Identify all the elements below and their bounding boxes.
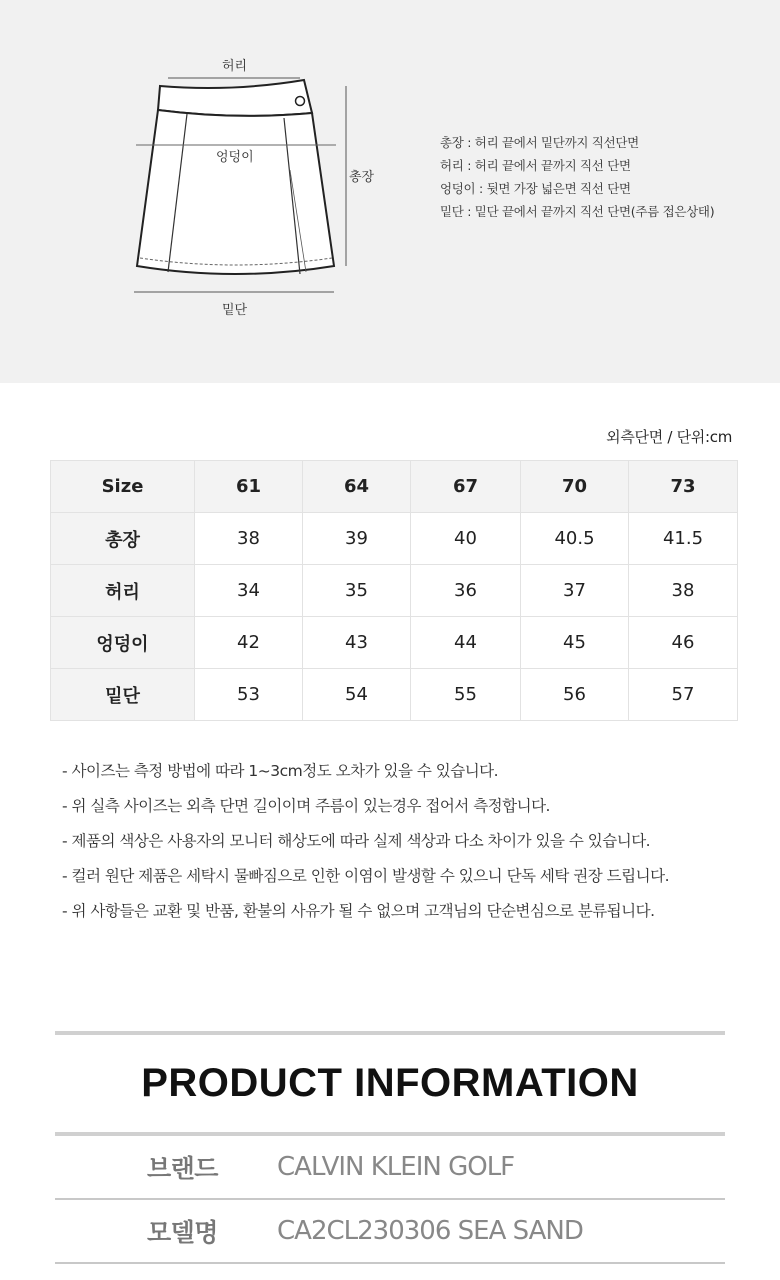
hip-label: 엉덩이 xyxy=(216,150,254,165)
table-cell: 46 xyxy=(629,617,738,669)
size-table xyxy=(50,460,738,721)
table-cell: 35 xyxy=(303,565,411,617)
product-info-header xyxy=(55,1031,725,1136)
product-info-row xyxy=(55,1200,725,1264)
legend-item: 엉덩이 : 뒷면 가장 넓은면 직선 단면 xyxy=(440,181,631,196)
product-info-row xyxy=(55,1136,725,1200)
table-cell: 56 xyxy=(521,669,629,721)
waist-label: 허리 xyxy=(222,59,248,74)
table-cell: 38 xyxy=(195,513,303,565)
measurement-guide-section xyxy=(0,0,780,383)
note-item: - 컬러 원단 제품은 세탁시 물빠짐으로 인한 이염이 발생할 수 있으니 단독 세탁 권장 드립니다. xyxy=(62,867,670,885)
table-cell: 45 xyxy=(521,617,629,669)
note-item: - 제품의 색상은 사용자의 모니터 해상도에 따라 실제 색상과 다소 차이가 있을 수 있습니다. xyxy=(62,832,651,850)
table-cell: 40 xyxy=(411,513,521,565)
length-label: 총장 xyxy=(349,170,375,185)
legend-item: 밑단 : 밑단 끝에서 끝까지 직선 단면(주름 접은상태) xyxy=(440,204,715,219)
table-cell: 55 xyxy=(411,669,521,721)
unit-note: 외측단면 / 단위:cm xyxy=(606,428,732,446)
size-header-cell: 64 xyxy=(303,461,411,513)
table-cell: 43 xyxy=(303,617,411,669)
note-item: - 사이즈는 측정 방법에 따라 1~3cm정도 오차가 있을 수 있습니다. xyxy=(62,762,499,780)
row-label: 엉덩이 xyxy=(51,617,195,669)
size-header-cell: 70 xyxy=(521,461,629,513)
skirt-body xyxy=(137,110,334,274)
size-header-cell: 73 xyxy=(629,461,738,513)
model-key: 모델명 xyxy=(147,1218,218,1247)
table-cell: 39 xyxy=(303,513,411,565)
size-header-cell: 61 xyxy=(195,461,303,513)
brand-value: CALVIN KLEIN GOLF xyxy=(277,1152,515,1182)
size-header-cell: 67 xyxy=(411,461,521,513)
size-header-row xyxy=(51,461,738,513)
table-cell: 37 xyxy=(521,565,629,617)
table-row xyxy=(51,617,738,669)
table-cell: 54 xyxy=(303,669,411,721)
note-item: - 위 사항들은 교환 및 반품, 환불의 사유가 될 수 없으며 고객님의 단순변심으로 분류됩니다. xyxy=(62,902,655,920)
table-cell: 38 xyxy=(629,565,738,617)
size-notes xyxy=(62,754,669,929)
product-info-title: PRODUCT INFORMATION xyxy=(141,1061,639,1105)
product-information xyxy=(55,1031,725,1264)
table-cell: 40.5 xyxy=(521,513,629,565)
table-row xyxy=(51,565,738,617)
table-cell: 34 xyxy=(195,565,303,617)
legend-item: 총장 : 허리 끝에서 밑단까지 직선단면 xyxy=(440,135,639,150)
table-cell: 44 xyxy=(411,617,521,669)
row-label: 총장 xyxy=(51,513,195,565)
row-label: 허리 xyxy=(51,565,195,617)
hem-label: 밑단 xyxy=(222,303,248,318)
measurement-legend xyxy=(440,131,714,223)
button-icon xyxy=(296,97,305,106)
table-cell: 36 xyxy=(411,565,521,617)
table-cell: 41.5 xyxy=(629,513,738,565)
table-cell: 53 xyxy=(195,669,303,721)
model-value: CA2CL230306 SEA SAND xyxy=(277,1216,583,1246)
skirt-waistband xyxy=(158,80,312,116)
note-item: - 위 실측 사이즈는 외측 단면 길이이며 주름이 있는경우 접어서 측정합니다. xyxy=(62,797,550,815)
table-row xyxy=(51,669,738,721)
brand-key: 브랜드 xyxy=(147,1154,218,1183)
size-header-label: Size xyxy=(51,461,195,513)
table-row xyxy=(51,513,738,565)
row-label: 밑단 xyxy=(51,669,195,721)
table-cell: 42 xyxy=(195,617,303,669)
legend-item: 허리 : 허리 끝에서 끝까지 직선 단면 xyxy=(440,158,631,173)
table-cell: 57 xyxy=(629,669,738,721)
